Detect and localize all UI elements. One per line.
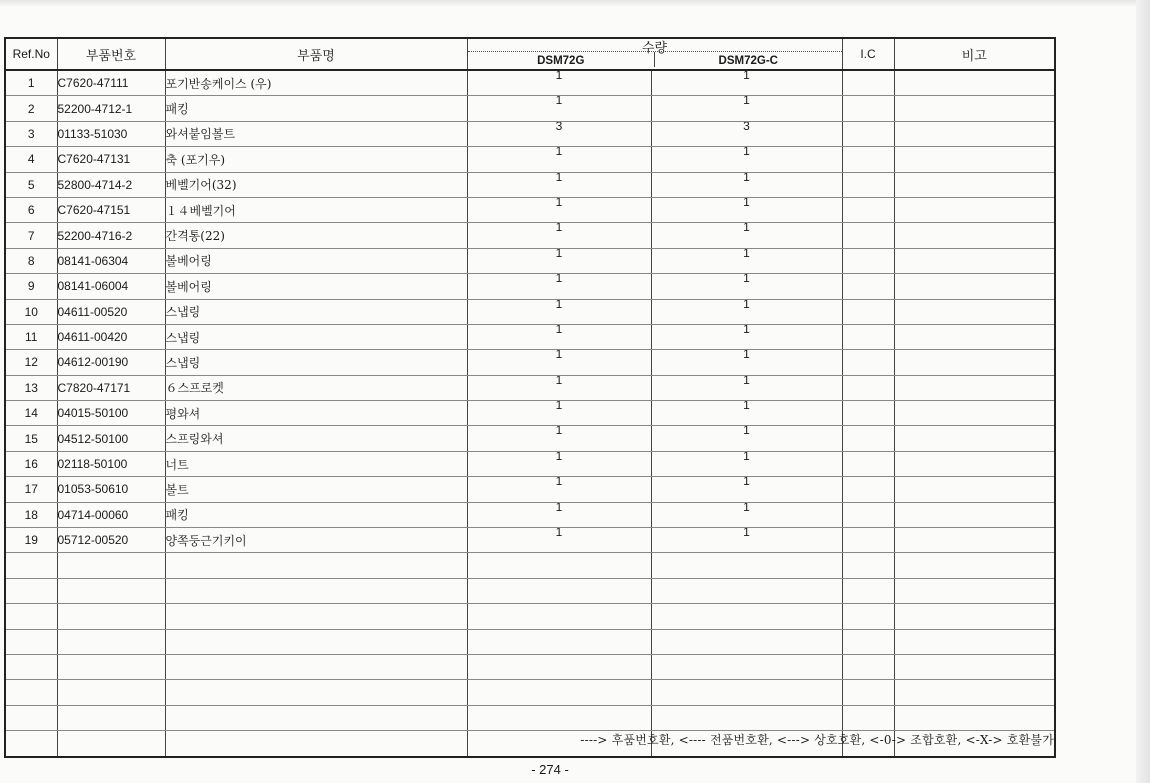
part-number-cell <box>57 705 165 730</box>
qty-dsm72g-cell <box>467 299 651 324</box>
qty-dsm72g-cell <box>467 350 651 375</box>
qty-dsm72g-c-cell <box>651 553 842 578</box>
remarks-cell <box>894 451 1055 476</box>
part-name-cell: 양쪽둥근기키이 <box>165 528 467 553</box>
ic-cell <box>842 451 894 476</box>
empty-table-row <box>5 680 1055 705</box>
ic-cell <box>842 426 894 451</box>
remarks-cell <box>894 299 1055 324</box>
part-number-cell: 04612-00190 <box>57 350 165 375</box>
remarks-cell <box>894 705 1055 730</box>
part-name-cell <box>165 705 467 730</box>
ic-cell <box>842 705 894 730</box>
qty-dsm72g-c-value: 1 <box>743 222 750 235</box>
qty-dsm72g-cell <box>467 223 651 248</box>
qty-dsm72g-c-value: 1 <box>743 172 750 184</box>
qty-dsm72g-cell <box>467 324 651 349</box>
part-name-cell <box>165 731 467 757</box>
header-part-number: 부품번호 <box>57 38 165 70</box>
interchangeability-legend: ----> 후품번호환, <---- 전품번호환, <---> 상호호환, <-0-> 조합호환, <-X-> 호환불가 <box>580 733 1054 747</box>
qty-dsm72g-c-cell <box>651 401 842 426</box>
part-name-cell: 볼베어링 <box>165 248 467 273</box>
qty-dsm72g-c-cell <box>651 350 842 375</box>
table-row <box>5 223 1055 248</box>
ic-cell <box>842 70 894 96</box>
part-number-cell: 08141-06004 <box>57 274 165 299</box>
table-row <box>5 502 1055 527</box>
qty-dsm72g-c-cell <box>651 502 842 527</box>
qty-dsm72g-c-cell <box>651 426 842 451</box>
qty-dsm72g-c-cell <box>651 604 842 629</box>
empty-table-row <box>5 578 1055 603</box>
qty-dsm72g-c-cell <box>651 528 842 553</box>
qty-dsm72g-cell <box>467 147 651 172</box>
ic-cell <box>842 197 894 222</box>
ref-no-cell: 12 <box>5 350 57 375</box>
qty-dsm72g-cell <box>467 248 651 273</box>
empty-table-row <box>5 629 1055 654</box>
part-number-cell <box>57 604 165 629</box>
part-name-cell <box>165 654 467 679</box>
qty-dsm72g-cell <box>467 375 651 400</box>
remarks-cell <box>894 223 1055 248</box>
qty-dsm72g-c-cell <box>651 197 842 222</box>
qty-dsm72g-value: 1 <box>555 197 563 209</box>
ic-cell <box>842 375 894 400</box>
ref-no-cell: 4 <box>5 147 57 172</box>
table-row <box>5 401 1055 426</box>
page-right-edge <box>1136 0 1150 783</box>
part-number-cell: 01133-51030 <box>57 121 165 146</box>
part-name-cell: 스냅링 <box>165 299 467 324</box>
qty-dsm72g-c-cell <box>651 96 842 121</box>
qty-dsm72g-c-cell <box>651 629 842 654</box>
part-number-cell <box>57 553 165 578</box>
ref-no-cell <box>5 680 57 705</box>
qty-dsm72g-c-cell <box>651 451 842 476</box>
part-number-cell <box>57 629 165 654</box>
remarks-cell <box>894 680 1055 705</box>
qty-dsm72g-c-value: 1 <box>743 95 750 108</box>
part-number-cell <box>57 731 165 757</box>
part-name-cell: 베벨기어(32) <box>165 172 467 197</box>
qty-dsm72g-c-cell <box>651 121 842 146</box>
qty-dsm72g-cell <box>467 477 651 502</box>
part-number-cell <box>57 578 165 603</box>
part-number-cell: 04611-00420 <box>57 324 165 349</box>
qty-dsm72g-c-value: 1 <box>743 375 750 387</box>
qty-dsm72g-c-cell <box>651 680 842 705</box>
qty-dsm72g-value: 1 <box>555 451 563 463</box>
part-number-cell: 01053-50610 <box>57 477 165 502</box>
qty-dsm72g-value: 1 <box>555 324 563 336</box>
ic-cell <box>842 680 894 705</box>
header-ic: I.C <box>842 38 894 70</box>
qty-dsm72g-cell <box>467 197 651 222</box>
qty-dsm72g-value: 1 <box>555 95 563 108</box>
qty-dsm72g-c-value: 1 <box>743 476 750 489</box>
header-ref-no: Ref.No <box>5 38 57 70</box>
qty-dsm72g-cell <box>467 121 651 146</box>
qty-dsm72g-value: 1 <box>555 146 563 159</box>
part-number-cell: 52200-4716-2 <box>57 223 165 248</box>
ref-no-cell <box>5 705 57 730</box>
qty-dsm72g-c-value: 1 <box>743 324 750 336</box>
part-number-cell: 52800-4714-2 <box>57 172 165 197</box>
ic-cell <box>842 477 894 502</box>
ref-no-cell: 18 <box>5 502 57 527</box>
part-name-cell: 패킹 <box>165 502 467 527</box>
qty-dsm72g-c-value: 1 <box>743 425 750 438</box>
ic-cell <box>842 172 894 197</box>
qty-dsm72g-cell <box>467 553 651 578</box>
part-number-cell <box>57 680 165 705</box>
ref-no-cell: 16 <box>5 451 57 476</box>
empty-table-row <box>5 604 1055 629</box>
remarks-cell <box>894 96 1055 121</box>
remarks-cell <box>894 654 1055 679</box>
qty-dsm72g-c-cell <box>651 70 842 96</box>
table-row <box>5 121 1055 146</box>
part-number-cell: 02118-50100 <box>57 451 165 476</box>
ic-cell <box>842 96 894 121</box>
part-name-cell: １４베벨기어 <box>165 197 467 222</box>
ic-cell <box>842 324 894 349</box>
ic-cell <box>842 629 894 654</box>
qty-dsm72g-cell <box>467 502 651 527</box>
ic-cell <box>842 502 894 527</box>
part-name-cell: 볼베어링 <box>165 274 467 299</box>
remarks-cell <box>894 426 1055 451</box>
qty-dsm72g-c-value: 1 <box>743 527 750 540</box>
ref-no-cell: 5 <box>5 172 57 197</box>
ref-no-cell <box>5 578 57 603</box>
qty-dsm72g-cell <box>467 96 651 121</box>
table-row <box>5 172 1055 197</box>
qty-dsm72g-c-cell <box>651 147 842 172</box>
table-row <box>5 451 1055 476</box>
ic-cell <box>842 121 894 146</box>
table-row <box>5 324 1055 349</box>
qty-dsm72g-cell <box>467 654 651 679</box>
table-row <box>5 197 1055 222</box>
table-row <box>5 248 1055 273</box>
ic-cell <box>842 299 894 324</box>
remarks-cell <box>894 604 1055 629</box>
remarks-cell <box>894 477 1055 502</box>
qty-dsm72g-value: 1 <box>555 299 563 311</box>
remarks-cell <box>894 375 1055 400</box>
ref-no-cell: 17 <box>5 477 57 502</box>
ic-cell <box>842 578 894 603</box>
qty-dsm72g-value: 1 <box>555 400 563 413</box>
remarks-cell <box>894 121 1055 146</box>
part-name-cell: 간격통(22) <box>165 223 467 248</box>
qty-dsm72g-cell <box>467 451 651 476</box>
remarks-cell <box>894 553 1055 578</box>
header-quantity <box>467 38 842 70</box>
qty-dsm72g-c-value: 1 <box>743 146 750 159</box>
header-row <box>5 38 1055 70</box>
qty-dsm72g-c-cell <box>651 578 842 603</box>
qty-dsm72g-c-value: 3 <box>743 121 750 133</box>
part-number-cell: C7620-47111 <box>57 70 165 96</box>
qty-dsm72g-c-cell <box>651 248 842 273</box>
ref-no-cell <box>5 604 57 629</box>
ref-no-cell: 13 <box>5 375 57 400</box>
qty-dsm72g-value: 1 <box>555 222 563 235</box>
ref-no-cell <box>5 553 57 578</box>
qty-dsm72g-cell <box>467 274 651 299</box>
ref-no-cell: 7 <box>5 223 57 248</box>
ref-no-cell: 19 <box>5 528 57 553</box>
part-name-cell: ６스프로켓 <box>165 375 467 400</box>
parts-table-body <box>5 70 1055 757</box>
ic-cell <box>842 248 894 273</box>
ic-cell <box>842 350 894 375</box>
qty-dsm72g-c-value: 1 <box>743 502 750 514</box>
remarks-cell <box>894 502 1055 527</box>
table-row <box>5 528 1055 553</box>
qty-dsm72g-c-cell <box>651 299 842 324</box>
table-row <box>5 274 1055 299</box>
qty-dsm72g-cell <box>467 680 651 705</box>
part-number-cell: C7620-47151 <box>57 197 165 222</box>
qty-dsm72g-c-value: 1 <box>743 451 750 463</box>
remarks-cell <box>894 401 1055 426</box>
ic-cell <box>842 147 894 172</box>
empty-table-row <box>5 705 1055 730</box>
qty-dsm72g-value: 1 <box>555 375 563 387</box>
part-name-cell: 볼트 <box>165 477 467 502</box>
header-part-name: 부품명 <box>165 38 467 70</box>
remarks-cell <box>894 324 1055 349</box>
table-row <box>5 147 1055 172</box>
qty-dsm72g-value: 1 <box>555 273 563 286</box>
part-name-cell: 패킹 <box>165 96 467 121</box>
qty-dsm72g-cell <box>467 401 651 426</box>
ref-no-cell: 2 <box>5 96 57 121</box>
part-name-cell: 축 (포기우) <box>165 147 467 172</box>
parts-table <box>4 37 1056 758</box>
qty-dsm72g-c-cell <box>651 274 842 299</box>
qty-dsm72g-c-value: 1 <box>743 70 750 82</box>
table-row <box>5 299 1055 324</box>
ref-no-cell: 1 <box>5 70 57 96</box>
qty-dsm72g-c-value: 1 <box>743 273 750 286</box>
qty-dsm72g-c-cell <box>651 223 842 248</box>
ic-cell <box>842 528 894 553</box>
qty-dsm72g-value: 1 <box>555 425 563 438</box>
qty-dsm72g-cell <box>467 705 651 730</box>
ref-no-cell: 10 <box>5 299 57 324</box>
part-number-cell: C7620-47131 <box>57 147 165 172</box>
table-row <box>5 375 1055 400</box>
ref-no-cell <box>5 731 57 757</box>
qty-dsm72g-cell <box>467 172 651 197</box>
qty-dsm72g-cell <box>467 426 651 451</box>
header-quantity-title: 수량 <box>641 41 668 56</box>
qty-dsm72g-cell <box>467 528 651 553</box>
part-number-cell: C7820-47171 <box>57 375 165 400</box>
part-name-cell: 너트 <box>165 451 467 476</box>
table-row <box>5 70 1055 96</box>
part-name-cell: 스냅링 <box>165 324 467 349</box>
qty-dsm72g-c-cell <box>651 375 842 400</box>
part-number-cell: 04714-00060 <box>57 502 165 527</box>
ref-no-cell <box>5 654 57 679</box>
qty-dsm72g-value: 1 <box>555 172 563 184</box>
ref-no-cell: 8 <box>5 248 57 273</box>
ic-cell <box>842 553 894 578</box>
qty-dsm72g-value: 1 <box>555 70 563 82</box>
remarks-cell <box>894 578 1055 603</box>
remarks-cell <box>894 70 1055 96</box>
part-name-cell <box>165 578 467 603</box>
ic-cell <box>842 604 894 629</box>
remarks-cell <box>894 274 1055 299</box>
qty-dsm72g-c-cell <box>651 705 842 730</box>
qty-dsm72g-value: 1 <box>555 527 563 540</box>
qty-dsm72g-cell <box>467 604 651 629</box>
qty-dsm72g-c-value: 1 <box>743 349 750 362</box>
page-top-edge <box>0 0 1150 6</box>
ic-cell <box>842 223 894 248</box>
qty-dsm72g-value: 1 <box>555 349 563 362</box>
ref-no-cell: 11 <box>5 324 57 349</box>
part-number-cell: 04015-50100 <box>57 401 165 426</box>
ic-cell <box>842 274 894 299</box>
remarks-cell <box>894 350 1055 375</box>
qty-dsm72g-cell <box>467 578 651 603</box>
remarks-cell <box>894 147 1055 172</box>
remarks-cell <box>894 528 1055 553</box>
part-number-cell: 08141-06304 <box>57 248 165 273</box>
part-name-cell <box>165 680 467 705</box>
part-name-cell <box>165 629 467 654</box>
ref-no-cell: 14 <box>5 401 57 426</box>
part-name-cell <box>165 604 467 629</box>
part-number-cell: 04611-00520 <box>57 299 165 324</box>
part-number-cell: 52200-4712-1 <box>57 96 165 121</box>
qty-dsm72g-value: 1 <box>555 248 563 260</box>
qty-dsm72g-c-cell <box>651 324 842 349</box>
qty-dsm72g-c-cell <box>651 172 842 197</box>
table-row <box>5 477 1055 502</box>
part-name-cell: 평와셔 <box>165 401 467 426</box>
qty-dsm72g-c-value: 1 <box>743 299 750 311</box>
part-name-cell: 스프링와셔 <box>165 426 467 451</box>
qty-dsm72g-value: 1 <box>555 476 563 489</box>
qty-dsm72g-c-value: 1 <box>743 248 750 260</box>
qty-dsm72g-c-cell <box>651 477 842 502</box>
ref-no-cell: 6 <box>5 197 57 222</box>
ic-cell <box>842 654 894 679</box>
header-model-dsm72g: DSM72G <box>468 52 656 67</box>
table-row <box>5 426 1055 451</box>
ref-no-cell: 9 <box>5 274 57 299</box>
part-name-cell <box>165 553 467 578</box>
remarks-cell <box>894 629 1055 654</box>
table-row <box>5 96 1055 121</box>
page-number: - 274 - <box>531 762 569 777</box>
header-model-dsm72g-c: DSM72G-C <box>718 55 778 67</box>
part-name-cell: 와셔붙임볼트 <box>165 121 467 146</box>
part-name-cell: 포기반송케이스 (우) <box>165 70 467 96</box>
empty-table-row <box>5 553 1055 578</box>
qty-dsm72g-c-cell <box>651 654 842 679</box>
empty-table-row <box>5 654 1055 679</box>
remarks-cell <box>894 197 1055 222</box>
ref-no-cell <box>5 629 57 654</box>
qty-dsm72g-cell <box>467 70 651 96</box>
qty-dsm72g-c-value: 1 <box>743 400 750 413</box>
ic-cell <box>842 401 894 426</box>
remarks-cell <box>894 172 1055 197</box>
remarks-cell <box>894 248 1055 273</box>
header-remarks: 비고 <box>894 38 1055 70</box>
part-number-cell: 04512-50100 <box>57 426 165 451</box>
qty-dsm72g-c-value: 1 <box>743 197 750 209</box>
part-number-cell <box>57 654 165 679</box>
ref-no-cell: 15 <box>5 426 57 451</box>
qty-dsm72g-value: 1 <box>555 502 563 514</box>
qty-dsm72g-cell <box>467 629 651 654</box>
qty-dsm72g-value: 3 <box>555 121 563 133</box>
part-name-cell: 스냅링 <box>165 350 467 375</box>
table-row <box>5 350 1055 375</box>
ref-no-cell: 3 <box>5 121 57 146</box>
part-number-cell: 05712-00520 <box>57 528 165 553</box>
